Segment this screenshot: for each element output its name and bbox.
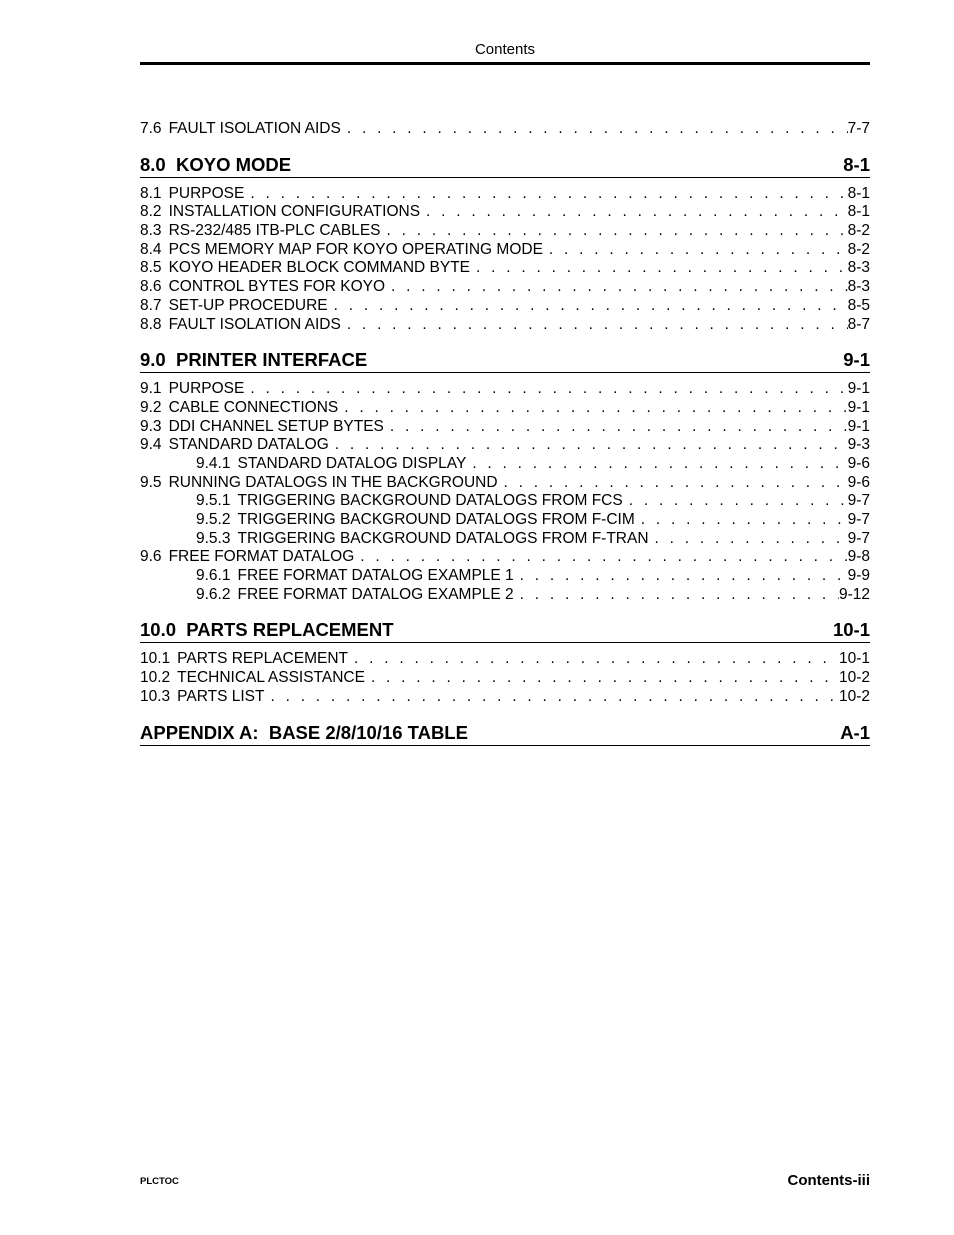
- toc-entry-number: 9.1: [140, 380, 162, 398]
- section-page: 8-1: [843, 153, 870, 175]
- page-header-title: Contents: [474, 41, 536, 58]
- toc-entry[interactable]: [140, 474, 870, 493]
- toc-dot-leader: [244, 185, 847, 204]
- toc-entry[interactable]: [140, 120, 870, 139]
- toc-entry[interactable]: [140, 567, 870, 586]
- toc-entry-number: 9.5.3: [196, 529, 231, 547]
- toc-dot-leader: [466, 455, 847, 474]
- toc-dot-leader: [623, 492, 848, 511]
- toc-entry-number: 9.4.1: [196, 454, 231, 472]
- toc-entry[interactable]: [140, 399, 870, 418]
- toc-entry-number: 7.6: [140, 120, 162, 137]
- toc-entry-title: RUNNING DATALOGS IN THE BACKGROUND: [168, 473, 498, 491]
- toc-entry-page: 10-1: [838, 650, 870, 668]
- toc-entry-title: FAULT ISOLATION AIDS: [168, 120, 341, 137]
- toc-entry-number: 9.6: [140, 548, 162, 566]
- toc-entry-page: 8-2: [847, 240, 870, 258]
- toc-entry[interactable]: [140, 548, 870, 567]
- toc-entry[interactable]: [140, 530, 870, 549]
- toc-entry[interactable]: [140, 669, 870, 688]
- toc-entry[interactable]: [140, 511, 870, 530]
- toc-dot-leader: [264, 688, 839, 707]
- toc-entry[interactable]: [140, 650, 870, 669]
- toc-entry[interactable]: [140, 259, 870, 278]
- toc-entry-title: TRIGGERING BACKGROUND DATALOGS FROM FCS: [237, 492, 623, 510]
- toc-entry[interactable]: [140, 241, 870, 260]
- toc-entry-number: 8.5: [140, 259, 162, 277]
- toc-entry-page: 9-8: [847, 548, 870, 566]
- toc-entry[interactable]: [140, 455, 870, 474]
- toc-entry-title: FREE FORMAT DATALOG EXAMPLE 2: [237, 585, 514, 603]
- toc-entry-page: 9-6: [847, 473, 870, 491]
- toc-entry-page: 8-1: [847, 203, 870, 221]
- toc-entry-title: PURPOSE: [168, 184, 245, 202]
- toc-entry-number: 9.2: [140, 398, 162, 416]
- toc-entry-page: 8-1: [847, 184, 870, 202]
- toc-entry-title: RS-232/485 ITB-PLC CABLES: [168, 222, 381, 240]
- toc-entry-page: 8-3: [847, 278, 870, 296]
- toc-entry-title: CABLE CONNECTIONS: [168, 398, 339, 416]
- toc-entry-page: 10-2: [838, 669, 870, 687]
- toc-dot-leader: [649, 530, 848, 549]
- toc-entry-page: 9-6: [847, 454, 870, 472]
- toc-dot-leader: [341, 316, 848, 335]
- toc-entry-page: 8-7: [847, 315, 870, 333]
- toc-entry-number: 9.5.1: [196, 492, 231, 510]
- toc-entry-title: PARTS LIST: [177, 687, 265, 705]
- section-title: 10.0 PARTS REPLACEMENT: [140, 619, 394, 641]
- section-title: APPENDIX A: BASE 2/8/10/16 TABLE: [140, 721, 468, 743]
- toc-entry-number: 8.8: [140, 315, 162, 333]
- toc-entry-page: 9-1: [847, 380, 870, 398]
- toc-entry-number: 8.6: [140, 278, 162, 296]
- toc-entry-title: PARTS REPLACEMENT: [177, 650, 348, 668]
- toc-entry-number: 8.4: [140, 240, 162, 258]
- toc-entry-page: 9-7: [847, 529, 870, 547]
- toc-entry-number: 9.6.1: [196, 567, 231, 585]
- toc-entry-page: 8-2: [847, 222, 870, 240]
- toc-entry-title: INSTALLATION CONFIGURATIONS: [168, 203, 421, 221]
- toc-dot-leader: [384, 418, 848, 437]
- toc-entry-number: 10.2: [140, 669, 171, 687]
- toc-entry-title: TRIGGERING BACKGROUND DATALOGS FROM F-TRAN: [237, 529, 649, 547]
- toc-entry-title: CONTROL BYTES FOR KOYO: [168, 278, 386, 296]
- toc-dot-leader: [354, 548, 847, 567]
- toc-entry[interactable]: [140, 418, 870, 437]
- toc-entry-page: 9-7: [847, 492, 870, 510]
- section-page: A-1: [840, 721, 870, 743]
- toc-dot-leader: [381, 222, 848, 241]
- section-title: 8.0 KOYO MODE: [140, 153, 292, 175]
- toc-entry-title: KOYO HEADER BLOCK COMMAND BYTE: [168, 259, 471, 277]
- toc-entry-title: TRIGGERING BACKGROUND DATALOGS FROM F-CIM: [237, 511, 635, 528]
- toc-entry-title: DDI CHANNEL SETUP BYTES: [168, 417, 384, 435]
- toc-entry-page: 9-1: [847, 417, 870, 435]
- toc-entry-title: SET-UP PROCEDURE: [168, 296, 328, 314]
- toc-dot-leader: [338, 399, 847, 418]
- toc-entry-number: 8.3: [140, 222, 162, 240]
- toc-dot-leader: [470, 259, 848, 278]
- toc-entry-title: TECHNICAL ASSISTANCE: [177, 669, 365, 687]
- toc-dot-leader: [543, 241, 848, 260]
- toc-entry[interactable]: [140, 492, 870, 511]
- toc-entry-page: 8-3: [847, 259, 870, 277]
- section-heading[interactable]: [140, 720, 870, 746]
- section-heading[interactable]: [140, 617, 870, 643]
- toc-entry-page: 9-7: [847, 511, 870, 528]
- toc-entry-title: FREE FORMAT DATALOG: [168, 548, 355, 566]
- section-page: 10-1: [832, 619, 870, 641]
- toc-entry[interactable]: [140, 222, 870, 241]
- toc-entry-title: FAULT ISOLATION AIDS: [168, 315, 341, 333]
- toc-dot-leader: [341, 120, 848, 139]
- toc-entry-title: FREE FORMAT DATALOG EXAMPLE 1: [237, 567, 514, 585]
- toc-entry-number: 10.3: [140, 687, 171, 705]
- toc-entry[interactable]: [140, 185, 870, 204]
- toc-entry-number: 9.6.2: [196, 585, 231, 603]
- toc-dot-leader: [514, 586, 839, 605]
- toc-entry-number: 9.5: [140, 473, 162, 491]
- toc-dot-leader: [514, 567, 848, 586]
- toc-entry-number: 9.4: [140, 436, 162, 454]
- toc-dot-leader: [385, 278, 848, 297]
- toc-entry-page: 9-12: [838, 585, 870, 603]
- toc-dot-leader: [420, 203, 848, 222]
- toc-entry-title: STANDARD DATALOG DISPLAY: [237, 454, 467, 472]
- toc-entry-number: 8.7: [140, 296, 162, 314]
- toc-entry-page: 9-1: [847, 398, 870, 416]
- toc-dot-leader: [365, 669, 839, 688]
- toc-entry-number: 10.1: [140, 650, 171, 668]
- toc-dot-leader: [498, 474, 848, 493]
- toc-entry-page: 8-5: [847, 296, 870, 314]
- footer-page-label: Contents-iii: [787, 1172, 870, 1189]
- toc-dot-leader: [635, 511, 848, 530]
- section-heading[interactable]: [140, 152, 870, 178]
- toc-dot-leader: [348, 650, 839, 669]
- toc-entry-title: PURPOSE: [168, 380, 245, 398]
- toc-dot-leader: [244, 380, 847, 399]
- footer-doc-id: PLCTOC: [140, 1176, 179, 1187]
- toc-entry-page: 9-3: [847, 436, 870, 454]
- toc-entry-title: STANDARD DATALOG: [168, 436, 329, 454]
- toc-entry[interactable]: [140, 316, 870, 335]
- table-of-contents: [140, 120, 870, 753]
- toc-dot-leader: [329, 436, 848, 455]
- section-heading[interactable]: [140, 347, 870, 373]
- toc-entry[interactable]: [140, 380, 870, 399]
- toc-entry[interactable]: [140, 278, 870, 297]
- toc-entry-number: 8.2: [140, 203, 162, 221]
- toc-entry-page: 7-7: [847, 120, 870, 137]
- section-title: 9.0 PRINTER INTERFACE: [140, 349, 368, 371]
- toc-entry-number: 9.5.2: [196, 511, 231, 528]
- toc-entry[interactable]: [140, 586, 870, 605]
- toc-entry[interactable]: [140, 297, 870, 316]
- toc-entry-page: 10-2: [838, 687, 870, 705]
- toc-entry-number: 9.3: [140, 417, 162, 435]
- section-page: 9-1: [843, 349, 870, 371]
- toc-entry-page: 9-9: [847, 567, 870, 585]
- header-rule: [140, 62, 870, 65]
- toc-entry[interactable]: [140, 203, 870, 222]
- toc-entry[interactable]: [140, 436, 870, 455]
- toc-entry[interactable]: [140, 688, 870, 707]
- toc-entry-number: 8.1: [140, 184, 162, 202]
- toc-dot-leader: [328, 297, 848, 316]
- toc-entry-title: PCS MEMORY MAP FOR KOYO OPERATING MODE: [168, 240, 543, 258]
